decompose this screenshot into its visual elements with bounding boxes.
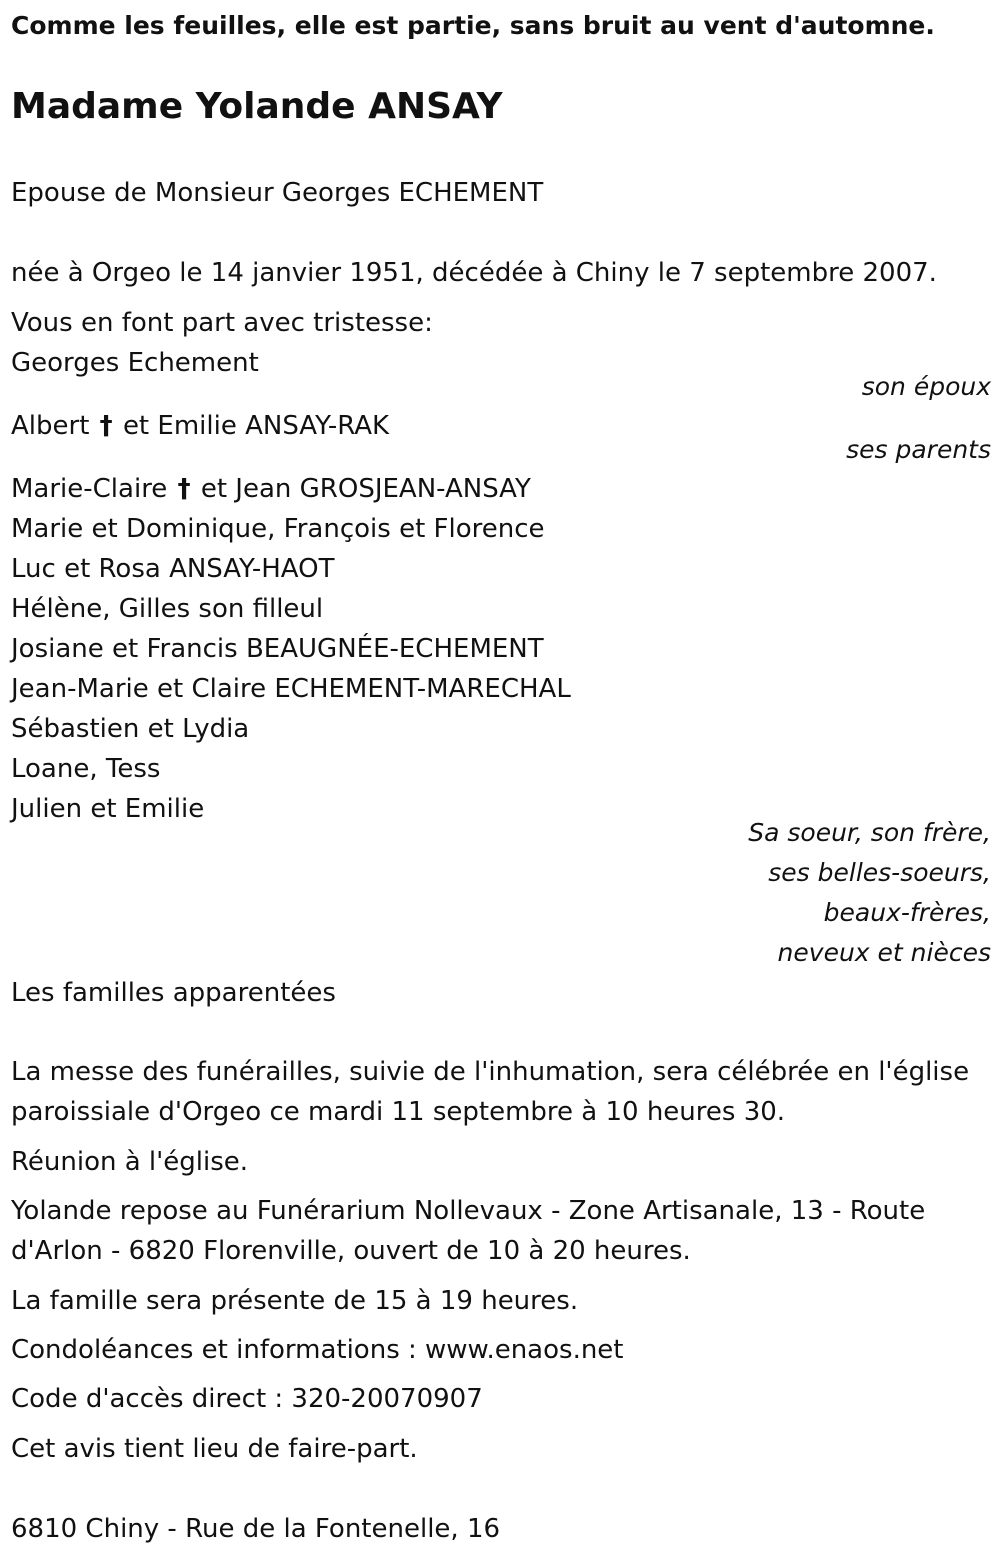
relatives-role	[748, 813, 991, 973]
list-item: Loane, Tess	[11, 754, 161, 784]
sister-line	[11, 469, 531, 509]
motto: Comme les feuilles, elle est partie, sans bruit au vent d'automne.	[11, 11, 935, 40]
cross-icon: †	[99, 411, 113, 441]
parents-line	[11, 406, 389, 446]
sister-name: Marie-Claire	[11, 474, 168, 504]
parents-rest: et Emilie ANSAY-RAK	[122, 411, 390, 441]
list-item: Julien et Emilie	[11, 794, 205, 824]
relatives-role-line: neveux et nièces	[777, 938, 991, 967]
announcement-intro: Vous en font part avec tristesse:	[11, 308, 433, 338]
spouse-name: Georges Echement	[11, 348, 259, 378]
deceased-name: Madame Yolande ANSAY	[11, 86, 503, 127]
access-code: Code d'accès direct : 320-20070907	[11, 1384, 483, 1414]
funeral-rest-location: Yolande repose au Funérarium Nollevaux - Zone Artisanale, 13 - Route d'Arlon - 6820 Florenville, ouvert de 10 à 20 heures.	[11, 1196, 926, 1266]
cross-icon: †	[177, 474, 191, 504]
sister-rest: et Jean GROSJEAN-ANSAY	[200, 474, 531, 504]
relatives-role-line: beaux-frères,	[823, 898, 991, 927]
funeral-mass: La messe des funérailles, suivie de l'inhumation, sera célébrée en l'église paroissiale d'Orgeo ce mardi 11 septembre à 10 heures 30.	[11, 1057, 970, 1127]
extended-family: Les familles apparentées	[11, 978, 336, 1008]
list-item: Sébastien et Lydia	[11, 714, 250, 744]
spouse-line: Epouse de Monsieur Georges ECHEMENT	[11, 178, 544, 208]
relatives-role-line: Sa soeur, son frère,	[748, 818, 991, 847]
parents-role: ses parents	[846, 435, 991, 464]
birth-death-line: née à Orgeo le 14 janvier 1951, décédée à Chiny le 7 septembre 2007.	[11, 258, 937, 288]
parents-father: Albert	[11, 411, 90, 441]
condolences-info: Condoléances et informations : www.enaos.net	[11, 1335, 624, 1365]
address: 6810 Chiny - Rue de la Fontenelle, 16	[11, 1514, 501, 1544]
relatives-list	[11, 509, 571, 829]
family-presence: La famille sera présente de 15 à 19 heures.	[11, 1286, 579, 1316]
spouse-role: son époux	[861, 372, 991, 401]
list-item: Jean-Marie et Claire ECHEMENT-MARECHAL	[11, 674, 571, 704]
funeral-meeting: Réunion à l'église.	[11, 1147, 249, 1177]
list-item: Marie et Dominique, François et Florence	[11, 514, 545, 544]
notice-text: Cet avis tient lieu de faire-part.	[11, 1434, 418, 1464]
list-item: Josiane et Francis BEAUGNÉE-ECHEMENT	[11, 634, 544, 664]
relatives-role-line: ses belles-soeurs,	[768, 858, 991, 887]
list-item: Luc et Rosa ANSAY-HAOT	[11, 554, 335, 584]
list-item: Hélène, Gilles son filleul	[11, 594, 324, 624]
